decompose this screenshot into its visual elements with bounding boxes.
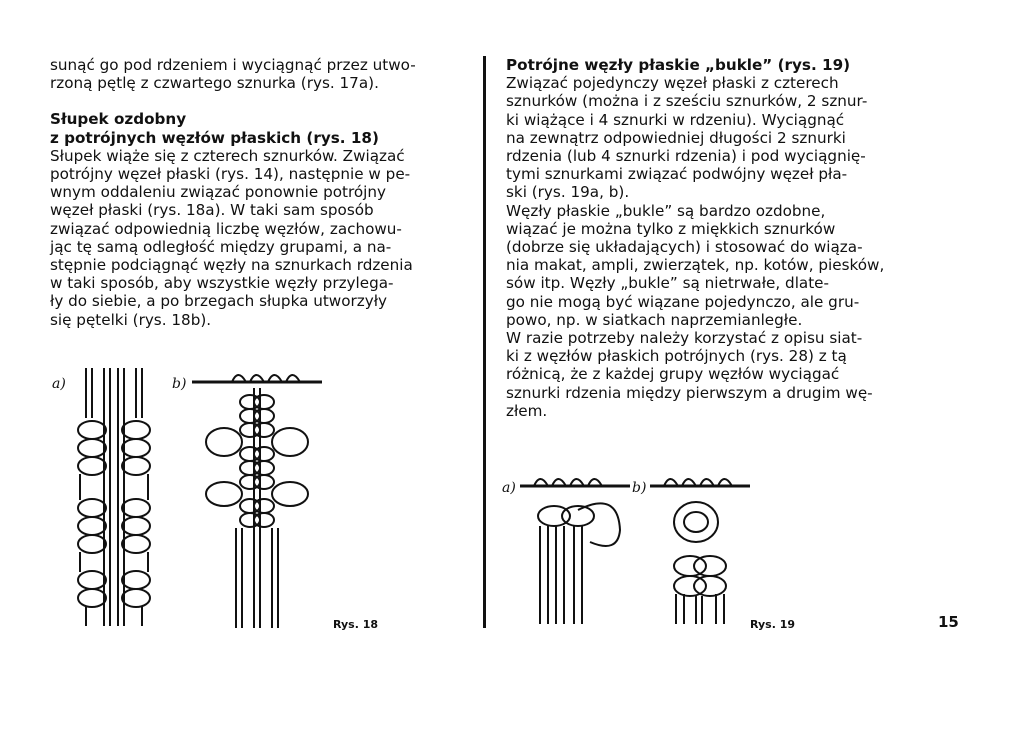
text-line: potrójny węzeł płaski (rys. 14), następnie w pe- — [50, 165, 411, 184]
text-line: stępnie podciągnąć węzły na sznurkach rdzenia — [50, 256, 413, 275]
text-line: nia makat, ampli, zwierzątek, np. kotów, piesków, — [506, 256, 885, 275]
text-line: sznurków (można i z sześciu sznurków, 2 sznur- — [506, 92, 868, 111]
text-line: W razie potrzeby należy korzystać z opisu siat- — [506, 329, 863, 348]
figure-19-label-a: a) — [502, 480, 516, 496]
text-line: na zewnątrz odpowiedniej długości 2 sznurki — [506, 128, 846, 147]
text-line: złem. — [506, 401, 548, 420]
text-line: wnym oddaleniu związać ponownie potrójny — [50, 183, 386, 202]
figure-18-label-a: a) — [52, 376, 66, 392]
text-line: jąc tę samą odległość między grupami, a na- — [50, 237, 392, 256]
figure-18a-illustration — [64, 368, 164, 628]
text-line: różnicą, że z każdej grupy węzłów wyciągać — [506, 365, 840, 384]
figure-18-caption: Rys. 18 — [333, 618, 379, 631]
text-line: wiązać je można tylko z miękkich sznurków — [506, 219, 836, 238]
text-line: go nie mogą być wiązane pojedynczo, ale gru- — [506, 292, 860, 311]
left-column — [50, 56, 462, 329]
text-line: sznurki rdzenia między pierwszym a drugim wę- — [506, 383, 873, 402]
right-column — [506, 56, 918, 420]
section-heading: Potrójne węzły płaskie „bukle” (rys. 19) — [506, 56, 851, 74]
figure-19a-illustration — [520, 470, 630, 626]
text-line: ski (rys. 19a, b). — [506, 183, 630, 202]
text-line: tymi sznurkami związać podwójny węzeł pła- — [506, 165, 848, 184]
page-number: 15 — [938, 613, 959, 631]
figure-19b-illustration — [650, 470, 750, 626]
text-line: powo, np. w siatkach naprzemianległe. — [506, 310, 803, 329]
text-line: związać odpowiednią liczbę węzłów, zachowu- — [50, 219, 402, 238]
text-line: się pętelki (rys. 18b). — [50, 310, 212, 329]
text-line: węzeł płaski (rys. 18a). W taki sam sposób — [50, 201, 374, 220]
section-heading-sub: z potrójnych węzłów płaskich (rys. 18) — [50, 128, 379, 147]
figure-19-caption: Rys. 19 — [750, 618, 796, 631]
text-line: ki wiążące i 4 sznurki w rdzeniu). Wyciągnąć — [506, 110, 845, 129]
section-heading: Słupek ozdobny — [50, 110, 187, 129]
text-line: rzoną pętlę z czwartego sznurka (rys. 17a). — [50, 74, 379, 93]
figure-18-label-b: b) — [172, 376, 187, 392]
text-line: rdzenia (lub 4 sznurki rdzenia) i pod wyciągnię- — [506, 147, 866, 166]
figure-18b-illustration — [192, 368, 322, 630]
text-line: sunąć go pod rdzeniem i wyciągnąć przez utwo- — [50, 56, 416, 74]
text-line: Węzły płaskie „bukle” są bardzo ozdobne, — [506, 201, 826, 220]
text-line: Słupek wiąże się z czterech sznurków. Związać — [50, 146, 405, 165]
text-line: ki z węzłów płaskich potrójnych (rys. 28) z tą — [506, 347, 847, 366]
text-line: Związać pojedynczy węzeł płaski z czterech — [506, 74, 839, 93]
text-line: sów itp. Węzły „bukle” są nietrwałe, dlate- — [506, 274, 830, 293]
text-line: w taki sposób, aby wszystkie węzły przylega- — [50, 274, 394, 293]
column-divider — [483, 56, 486, 628]
text-line: ły do siebie, a po brzegach słupka utworzyły — [50, 292, 388, 311]
figure-19-label-b: b) — [632, 480, 647, 496]
text-line: (dobrze się układających) i stosować do wiąza- — [506, 238, 863, 257]
